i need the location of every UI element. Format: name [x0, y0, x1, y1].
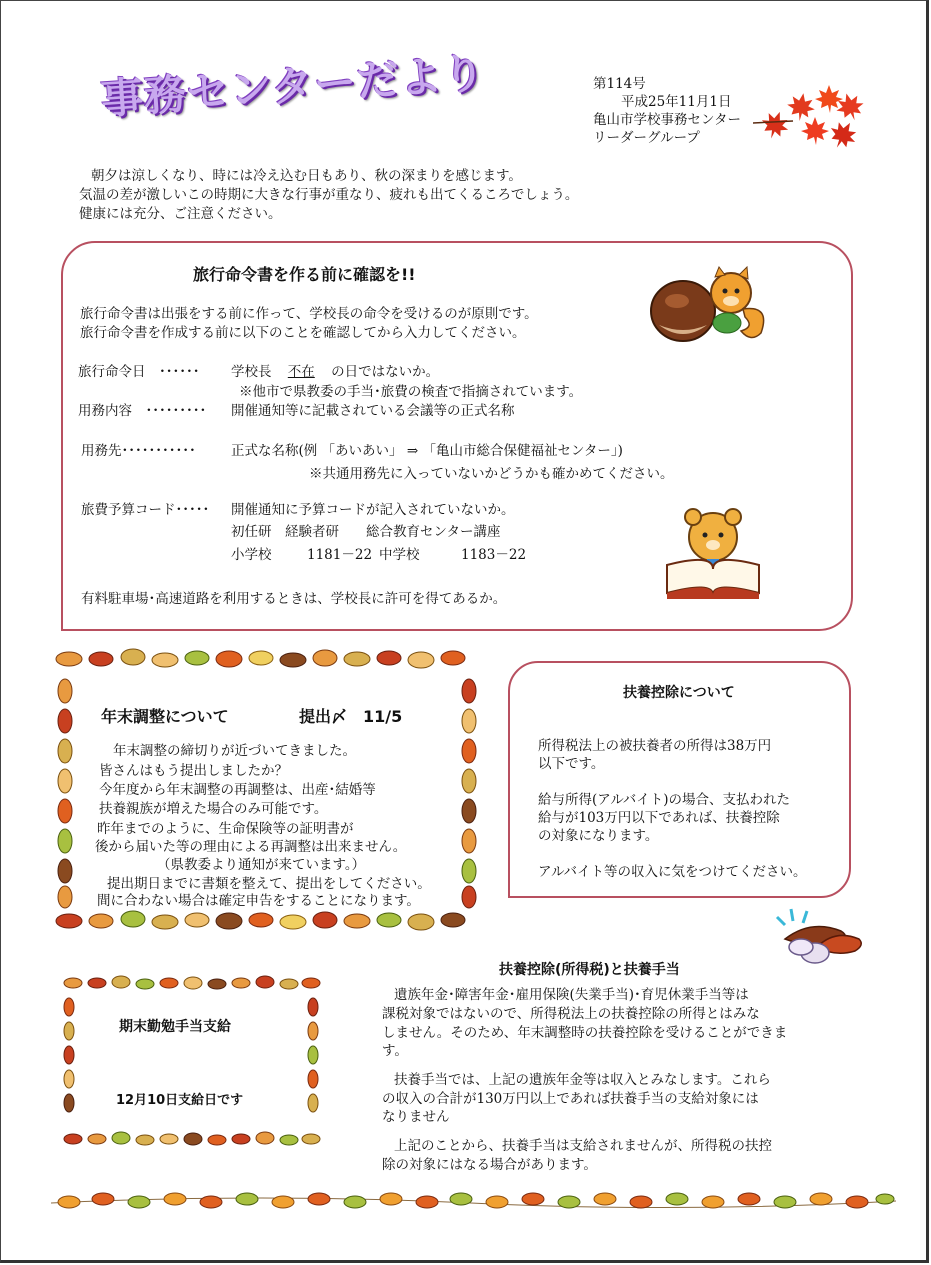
- dependent-p2-line: 給与が103万円以下であれば、扶養控除: [538, 810, 780, 826]
- newsletter-title: 事務センターだより: [99, 48, 488, 124]
- intro-line: 朝夕は涼しくなり、時には冷え込む日もあり、秋の深まりを感じます。: [91, 168, 522, 184]
- travel-purpose-label: 用務内容 ･････････: [78, 403, 207, 419]
- travel-budget-jh-code: 1183－22: [461, 547, 527, 563]
- issue-group: リーダーグループ: [593, 130, 700, 146]
- intro-text: [79, 167, 578, 224]
- year-end-line: 後から届いた等の理由による再調整は出来ません。: [95, 839, 407, 855]
- allowance-p1-line: 課税対象ではないので、所得税法上の扶養控除の所得とはみな: [382, 1006, 760, 1022]
- travel-dest-label: 用務先･･･････････: [81, 443, 196, 459]
- squirrel-chestnut-icon: [649, 263, 769, 347]
- absent-text: 不在: [287, 364, 315, 380]
- leaf-garland-bottom: [51, 1189, 896, 1213]
- allowance-p1-line: 遺族年金･障害年金･雇用保険(失業手当)･育児休業手当等は: [394, 987, 749, 1003]
- principal-text: 学校長: [231, 364, 272, 380]
- travel-toll-text: 有料駐車場･高速道路を利用するときは、学校長に許可を得てあるか。: [81, 591, 507, 607]
- bear-reading-book-icon: [663, 501, 763, 601]
- allowance-p2-line: なりません: [382, 1109, 450, 1125]
- allowance-p3-line: 上記のことから、扶養手当は支給されませんが、所得税の扶控: [394, 1138, 772, 1154]
- intro-line: 気温の差が激しいこの時期に大きな行事が重なり、疲れも出てくるころでしょう。: [79, 187, 579, 203]
- allowance-p2-line: の収入の合計が130万円以上であれば扶養手当の支給対象には: [382, 1091, 759, 1107]
- travel-purpose-text: 開催通知等に記載されている会議等の正式名称: [231, 403, 515, 419]
- travel-date-text: [231, 363, 439, 382]
- year-end-line: （県教委より通知が来ています。）: [157, 857, 366, 873]
- year-end-line: 今年度から年末調整の再調整は、出産･結婚等: [99, 782, 376, 798]
- travel-budget-label: 旅費予算コード･････: [81, 502, 210, 518]
- travel-section-title: 旅行命令書を作る前に確認を!!: [193, 265, 416, 284]
- year-end-line: 提出期日までに書類を整えて、提出をしてください。: [107, 876, 431, 892]
- travel-budget-elem-code: 1181－22: [307, 547, 373, 563]
- maple-leaves-icon: [753, 85, 865, 157]
- allowance-p1-line: す。: [382, 1043, 408, 1059]
- dependent-p2-line: 給与所得(アルバイト)の場合、支払われた: [538, 792, 791, 808]
- travel-date-note: ※他市で県教委の手当･旅費の検査で指摘されています。: [239, 384, 583, 400]
- travel-lead-1: 旅行命令書は出張をする前に作って、学校長の命令を受けるのが原則です。: [80, 306, 538, 322]
- year-end-deadline: 提出〆 11/5: [299, 707, 403, 726]
- bonus-title: 期末勤勉手当支給: [119, 1019, 231, 1035]
- dependent-p1-line: 以下です。: [538, 756, 605, 772]
- year-end-line: 皆さんはもう提出しましたか？: [99, 763, 288, 779]
- bonus-date: 12月10日支給日です: [116, 1093, 244, 1108]
- leaf-border-frame-bonus: [59, 973, 324, 1151]
- intro-line: 健康には充分、ご注意ください。: [79, 206, 282, 222]
- travel-budget-text: 開催通知に予算コードが記入されていないか。: [231, 502, 515, 518]
- mushroom-icon: [771, 907, 867, 967]
- travel-dest-text: 正式な名称(例 「あいあい」 ⇒ 「亀山市総合保健福祉センター」): [231, 443, 623, 459]
- allowance-p2-line: 扶養手当では、上記の遺族年金等は収入とみなします。これら: [394, 1072, 771, 1088]
- travel-budget-elem-label: 小学校: [231, 547, 272, 563]
- dependent-p1-line: 所得税法上の被扶養者の所得は38万円: [538, 738, 772, 754]
- issue-info: [593, 75, 741, 147]
- allowance-p1-line: しません。そのため、年末調整時の扶養控除を受けることができま: [382, 1025, 788, 1041]
- dependent-title: 扶養控除について: [623, 685, 735, 701]
- issue-number: 第114号: [593, 76, 646, 92]
- year-end-line: 年末調整の締切りが近づいてきました。: [113, 743, 356, 759]
- allowance-title: 扶養控除(所得税)と扶養手当: [499, 962, 680, 978]
- travel-budget-jh-label: 中学校: [379, 547, 420, 563]
- year-end-line: 扶養親族が増えた場合のみ可能です。: [99, 801, 328, 817]
- year-end-title: 年末調整について: [101, 707, 229, 726]
- travel-dest-note: ※共通用務先に入っていないかどうかも確かめてください。: [309, 466, 674, 482]
- year-end-line: 昨年までのように、生命保険等の証明書が: [97, 821, 354, 837]
- dependent-p3: アルバイト等の収入に気をつけてください。: [538, 864, 807, 880]
- year-end-line: 間に合わない場合は確定申告をすることになります。: [97, 893, 420, 909]
- travel-date-label: 旅行命令日 ･･････: [78, 364, 200, 380]
- dependent-p2-line: の対象になります。: [538, 828, 659, 844]
- not-day-text: の日ではないか。: [331, 364, 440, 380]
- travel-lead-2: 旅行命令書を作成する前に以下のことを確認してから入力してください。: [80, 325, 526, 341]
- allowance-p3-line: 除の対象にはなる場合があります。: [382, 1157, 597, 1173]
- issue-org: 亀山市学校事務センター: [593, 112, 741, 128]
- travel-budget-items: 初任研 経験者研 総合教育センター講座: [231, 524, 501, 540]
- issue-date: 平成25年11月1日: [621, 94, 732, 110]
